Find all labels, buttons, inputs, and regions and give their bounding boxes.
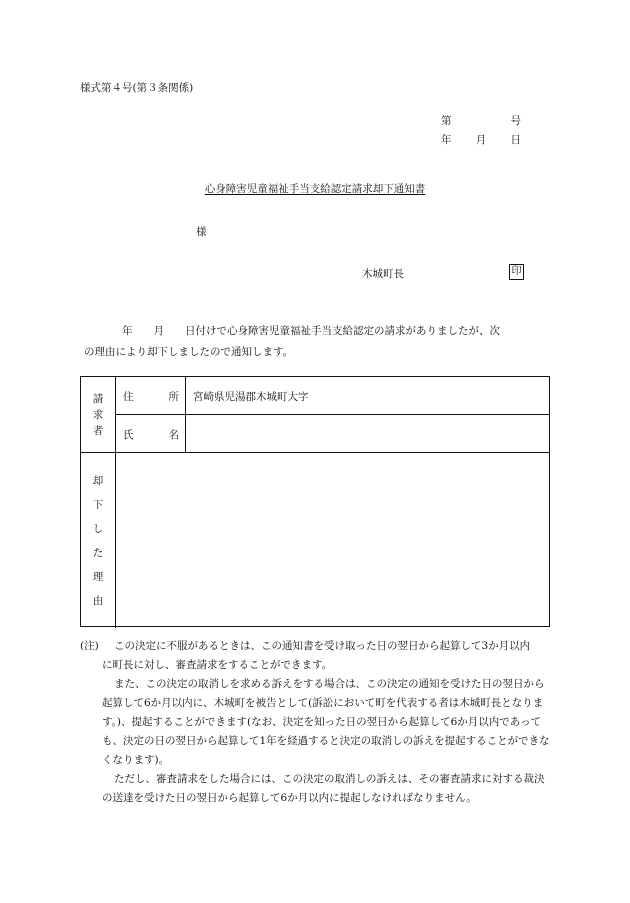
address-label: [123, 389, 179, 404]
reason-label-char: 理: [92, 570, 104, 583]
document-title-text: 心身障害児童福祉手当支給認定請求却下通知書: [204, 183, 426, 195]
form-number: 様式第４号(第３条関係): [80, 82, 194, 94]
note-1-line-1: この決定に不服があるときは、この通知書を受け取った日の翌日から起算して3か月以内: [114, 640, 531, 652]
name-label-char: 氏: [123, 429, 134, 441]
address-value[interactable]: 宮崎県児湯郡木城町大字: [193, 391, 309, 403]
requester-label-char: 請: [92, 392, 104, 405]
reason-label-char: し: [92, 522, 104, 535]
seal-mark: 印: [509, 264, 524, 280]
table-divider-horizontal-2: [81, 452, 549, 453]
reason-label-char: 由: [92, 594, 104, 607]
body-line-1: 年 月 日付けで心身障害児童福祉手当支給認定の請求がありましたが、次: [122, 325, 500, 337]
reason-label-char: た: [92, 546, 104, 559]
address-label-char: 所: [168, 391, 179, 403]
rejection-reason-label: [81, 453, 115, 628]
note-mark: (注): [80, 640, 99, 652]
table-divider-horizontal-1: [115, 414, 549, 415]
document-number-suffix: 号: [510, 115, 521, 127]
note-1-line-2: に町長に対し、審査請求をすることができます。: [102, 659, 333, 671]
request-table: [80, 376, 550, 627]
reason-label-char: 下: [92, 498, 104, 511]
name-label: [123, 427, 179, 442]
date-month-label: 月: [475, 134, 487, 146]
date-year-label: 年: [441, 134, 452, 146]
requester-label-char: 求: [92, 408, 104, 421]
requester-label: [81, 377, 115, 452]
name-label-char: 名: [168, 429, 179, 441]
body-line-2: の理由により却下しましたので通知します。: [84, 346, 294, 358]
issuer-name: 木城町長: [362, 268, 404, 280]
document-number-prefix: 第: [441, 115, 452, 127]
document-number-line: [441, 113, 521, 128]
document-title: [0, 181, 630, 196]
note-1: [80, 637, 550, 656]
rejection-reason-value[interactable]: [123, 461, 543, 621]
name-value[interactable]: [193, 427, 543, 443]
reason-label-char: 却: [92, 474, 104, 487]
note-2: また、この決定の取消しを求める訴えをする場合は、この決定の通知を受けた日の翌日から起算して6か月以内に、木城町を被告として(訴訟において町を代表する者は木城町長となります。)、提起することができます(なお、決定を知った日の翌日から起算して6か月以内であっても、決定の日の翌日から起算して1年を経過すると決定の取消しの訴えを提起することができなくなります)。: [102, 678, 550, 766]
date-day-label: 日: [510, 134, 521, 146]
note-3: ただし、審査請求をした場合には、この決定の取消しの訴えは、その審査請求に対する裁決の送達を受けた日の翌日から起算して6か月以内に提起しなければなりません。: [102, 773, 545, 804]
requester-label-char: 者: [92, 424, 104, 437]
document-date-line: [441, 132, 521, 147]
address-label-char: 住: [123, 391, 134, 403]
addressee-suffix: 様: [196, 226, 207, 238]
notes: [80, 637, 550, 808]
body-text: [84, 321, 548, 363]
